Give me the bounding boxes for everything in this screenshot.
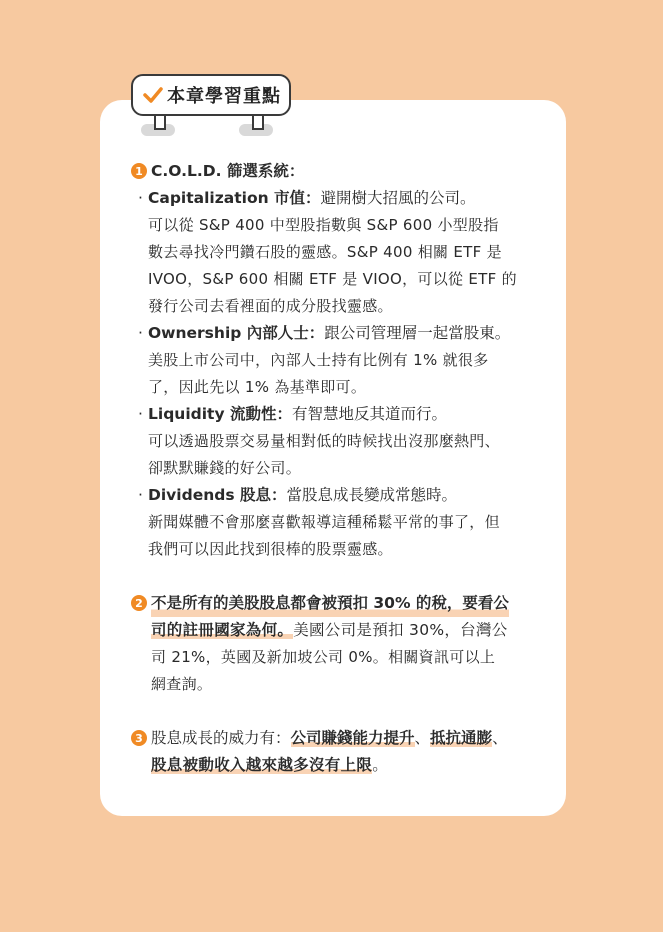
body-line <box>151 752 541 779</box>
body-text: 美國公司是預扣 30%，台灣公 <box>293 621 508 639</box>
number-badge-3: 3 <box>131 730 147 746</box>
item-term: Dividends 股息： <box>148 486 287 504</box>
body-line: IVOO，S&P 600 相關 ETF 是 VIOO，可以從 ETF 的 <box>148 270 517 288</box>
item-term: Ownership 內部人士： <box>148 324 325 342</box>
separator: 、 <box>492 729 508 747</box>
item-desc: 跟公司管理層一起當股東。 <box>324 324 511 342</box>
section-3-heading <box>131 725 541 752</box>
page-title: 本章學習重點 <box>167 86 281 107</box>
bullet-dot: · <box>138 486 143 504</box>
body-line <box>151 617 541 644</box>
item-term: Liquidity 流動性： <box>148 405 292 423</box>
body-line: 發行公司去看裡面的成分股找靈感。 <box>148 297 393 315</box>
number-badge-2: 2 <box>131 595 147 611</box>
separator: 、 <box>414 729 431 747</box>
body-line: 美股上市公司中，內部人士持有比例有 1% 就很多 <box>148 351 489 369</box>
body-line: 數去尋找冷門鑽石股的靈感。S&P 400 相關 ETF 是 <box>148 243 502 261</box>
list-item <box>133 320 541 347</box>
body-text: 。 <box>372 756 389 774</box>
spacer <box>131 563 541 590</box>
highlighted-text: 公司賺錢能力提升 <box>290 729 415 747</box>
body-line: 了，因此先以 1% 為基準即可。 <box>148 378 367 396</box>
item-term: Capitalization 市值： <box>148 189 321 207</box>
highlighted-text: 不是所有的美股股息都會被預扣 30% 的稅，要看公 <box>151 590 509 617</box>
body-text: 股息成長的威力有： <box>151 729 291 747</box>
content <box>131 158 541 779</box>
body-line: 可以從 S&P 400 中型股指數與 S&P 600 小型股指 <box>148 216 499 234</box>
body-line: 可以透過股票交易量相對低的時候找出沒那麼熱門、 <box>148 432 500 450</box>
highlighted-text: 股息被動收入越來越多沒有上限 <box>151 756 373 774</box>
section-2-heading <box>131 590 541 617</box>
number-badge-1: 1 <box>131 163 147 179</box>
body-line: 司 21%，英國及新加坡公司 0%。相關資訊可以上 <box>151 648 496 666</box>
section-1-heading <box>131 158 541 185</box>
list-item <box>133 482 541 509</box>
item-desc: 當股息成長變成常態時。 <box>286 486 457 504</box>
body-line: 我們可以因此找到很棒的股票靈感。 <box>148 540 393 558</box>
check-icon <box>143 85 163 105</box>
spacer <box>131 698 541 725</box>
section-1-title: C.O.L.D. 篩選系統： <box>151 162 305 180</box>
section-sign <box>131 74 291 116</box>
list-item <box>133 185 541 212</box>
sign-post-right <box>252 114 264 130</box>
list-item <box>133 401 541 428</box>
sign-post-left <box>154 114 166 130</box>
body-line: 新聞媒體不會那麼喜歡報導這種稀鬆平常的事了，但 <box>148 513 500 531</box>
item-desc: 避開樹大招風的公司。 <box>320 189 476 207</box>
bullet-dot: · <box>138 189 143 207</box>
highlighted-text: 抵抗通膨 <box>430 729 493 747</box>
body-line: 網查詢。 <box>151 675 213 693</box>
bullet-dot: · <box>138 324 143 342</box>
item-desc: 有智慧地反其道而行。 <box>291 405 447 423</box>
highlighted-text: 司的註冊國家為何。 <box>151 621 294 639</box>
bullet-dot: · <box>138 405 143 423</box>
body-line: 卻默默賺錢的好公司。 <box>148 459 302 477</box>
